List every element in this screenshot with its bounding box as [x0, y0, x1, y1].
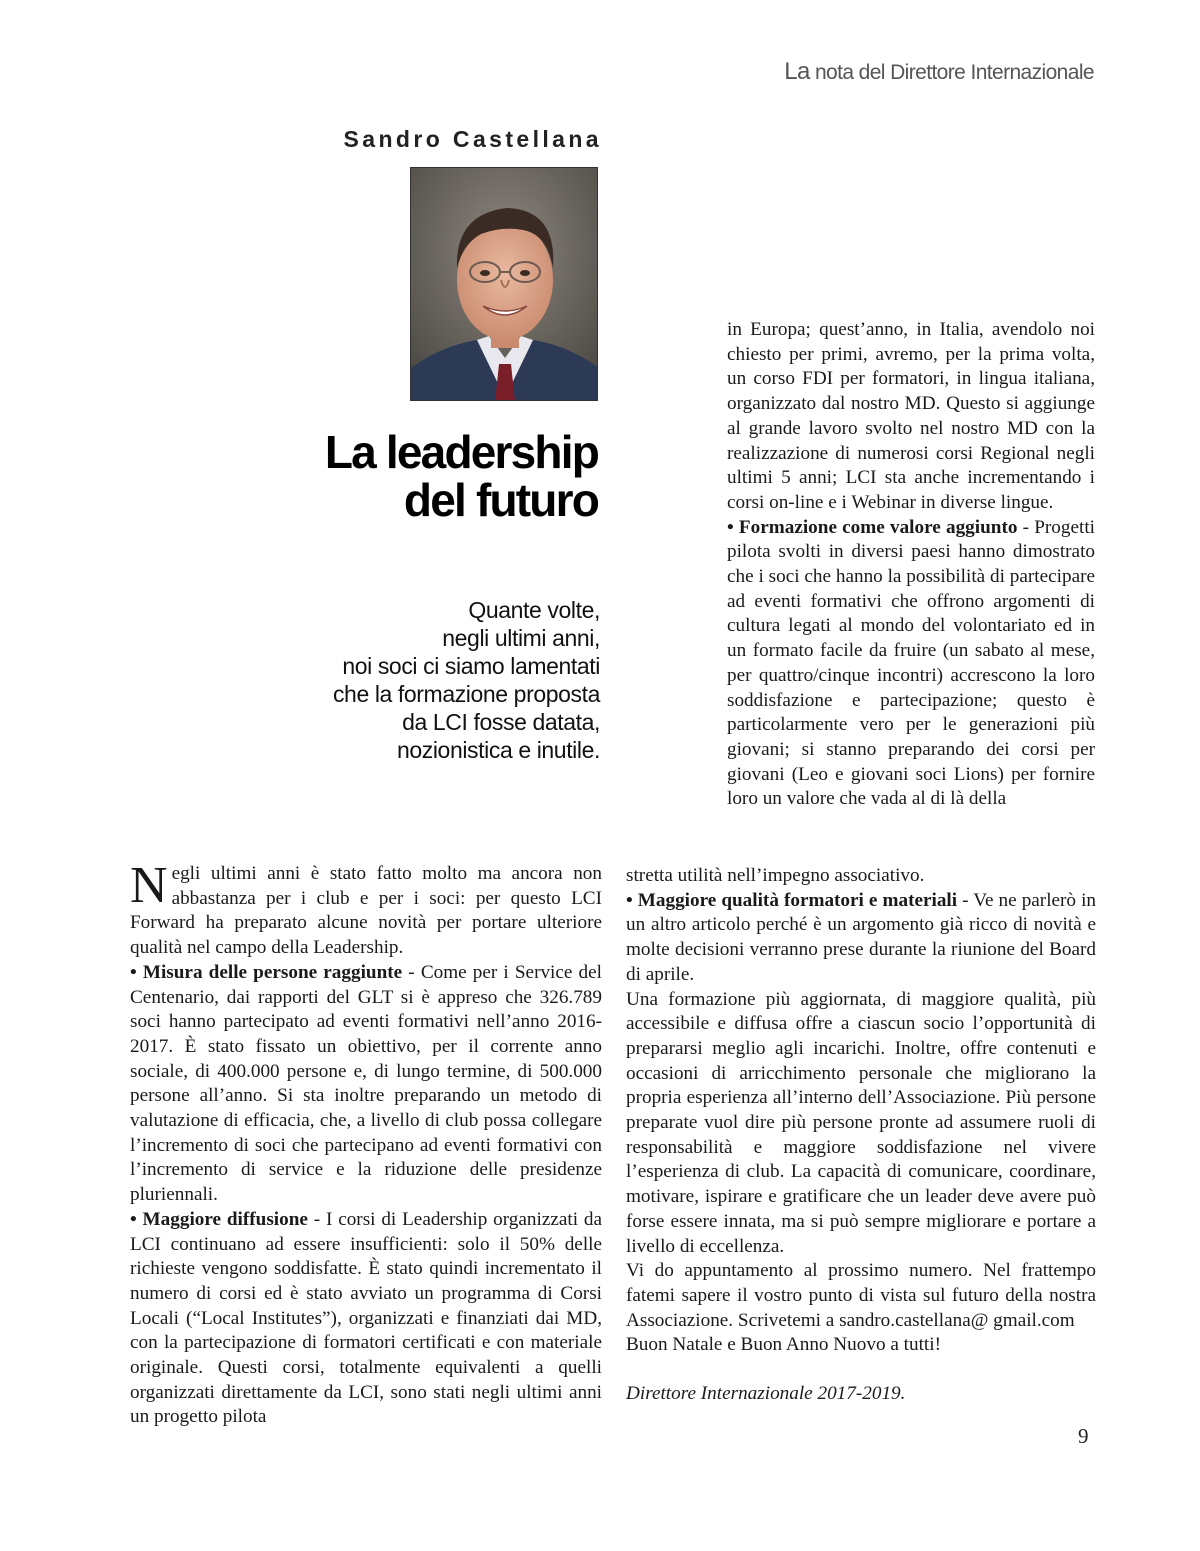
bullet-quality-text: - Ve ne parlerò in un altro articolo perché è un argomento già ricco di novità e molte decisioni verranno prese durante la riunione del Board di aprile.: [626, 889, 1096, 985]
bullet-quality: [626, 889, 1096, 988]
author-name: Sandro Castellana: [343, 126, 602, 152]
body-column-left: [130, 857, 603, 1430]
bullet-diffusion: [130, 1208, 602, 1430]
bullet-quality-title: • Maggiore qualità formatori e materiali: [626, 889, 958, 911]
drop-cap: N: [130, 857, 168, 914]
standfirst-line: da LCI fosse datata,: [402, 709, 600, 735]
body-paragraph: Vi do appuntamento al prossimo numero. Nel frattempo fatemi sapere il vostro punto di vista sul futuro della nostra Associazione. Scrivetemi a sandro.castellana@ gmail.com: [626, 1260, 1096, 1331]
bullet-diffusion-text: - I corsi di Leadership organizzati da LCI continuano ad essere insufficienti: solo il 50% delle richieste vengono soddisfatte. È stato quindi incrementato il numero di corsi ed è stato avviato un programma di Corsi Locali (“Local Institutes”), organizzati e finanziati dai MD, con la partecipazione di formatori certificati e con materiale originale. Questi corsi, totalmente equivalenti a quelli organizzati direttamente da LCI, sono stati negli ultimi anni un progetto pilota: [130, 1208, 602, 1428]
signature: Direttore Internazionale 2017-2019.: [626, 1383, 906, 1405]
headline-line-1: La leadership: [324, 426, 598, 478]
standfirst-line: negli ultimi anni,: [442, 625, 600, 651]
standfirst: [240, 596, 600, 764]
bullet-reach-title: • Misura delle persone raggiunte: [130, 961, 403, 983]
bullet-added-value-text: - Progetti pilota svolti in diversi paesi hanno dimostrato che i soci che hanno la possibilità di partecipare ad eventi formativi che offrono argomenti di cultura legati al mondo del volontariato ed in un formato facile da fruire (un sabato al mese, per quattro/cinque incontri) accrescono la loro soddisfazione e partecipazione; questo è particolarmente vero per le generazioni più giovani; si stanno preparando dei corsi per giovani (Leo e giovani soci Lions) per fornire loro un valore che vada al di là della: [727, 516, 1095, 810]
body-paragraph: Una formazione più aggiornata, di maggiore qualità, più accessibile e diffusa offre a ciascun socio l’opportunità di prepararsi meglio agli incarichi. Inoltre, offre contenuti e occasioni di arricchimento personale che migliorano la propria esperienza all’interno dell’Associazione. Più persone preparate vuol dire più persone pronte ad assumere ruoli di responsabilità e maggiore soddisfazione nel vivere l’esperienza di club. La capacità di comunicare, coordinare, motivare, ispirare e gratificare che un leader deve avere può forse essere innata, ma si può sempre migliorare e portare a livello di eccellenza.: [626, 988, 1096, 1257]
running-header-text: nota del Direttore Internazionale: [809, 61, 1094, 84]
standfirst-line: Quante volte,: [468, 597, 600, 623]
running-header: [784, 58, 1094, 86]
author-portrait: [410, 167, 598, 401]
closing-greeting: Buon Natale e Buon Anno Nuovo a tutti!: [626, 1334, 941, 1356]
bullet-reach-text: - Come per i Service del Centenario, dai rapporti del GLT si è appreso che 326.789 soci hanno partecipato ad eventi formativi nell’anno 2016-2017. È stato fissato un obiettivo, per il corrente anno sociale, di 400.000 persone e, di lungo termine, di 500.000 persone all’anno. Si sta inoltre preparando un metodo di valutazione di efficacia, che, a livello di club possa collegare l’incremento di soci che partecipano ad eventi formativi con l’incremento di service e la riduzione delle presidenze pluriennali.: [130, 961, 603, 1206]
running-header-initial: La: [784, 58, 810, 85]
portrait-illustration: [411, 168, 598, 401]
standfirst-line: che la formazione proposta: [332, 681, 600, 707]
bullet-diffusion-continued: in Europa; quest’anno, in Italia, avendolo noi chiesto per primi, avremo, per la prima volta, un corso FDI per formatori, in lingua italiana, organizzato dal nostro MD. Questo si aggiunge al grande lavoro svolto nel nostro MD con la realizzazione di numerosi corsi Regional negli ultimi 5 anni; LCI sta anche incrementando i corsi on-line e i Webinar in diverse lingue.: [727, 319, 1095, 513]
intro-paragraph: [130, 857, 602, 961]
bullet-reach: [130, 961, 602, 1208]
bullet-added-value-title: • Formazione come valore aggiunto: [727, 516, 1018, 538]
body-column-right-bottom: [626, 864, 1096, 1407]
bullet-diffusion-title: • Maggiore diffusione: [130, 1208, 308, 1230]
intro-text: egli ultimi anni è stato fatto molto ma ancora non abbastanza per i club e per i soci: per questo LCI Forward ha preparato alcune novità per portare ulteriore qualità nel campo della Leadership.: [130, 863, 602, 959]
bullet-added-value-continued: stretta utilità nell’impegno associativo.: [626, 865, 925, 886]
body-column-right-top: [727, 318, 1095, 812]
page-number: 9: [1078, 1424, 1089, 1448]
standfirst-line: nozionistica e inutile.: [396, 737, 600, 763]
headline: [180, 428, 598, 524]
bullet-added-value: [727, 516, 1095, 812]
headline-line-2: del futuro: [403, 474, 598, 526]
standfirst-line: noi soci ci siamo lamentati: [342, 653, 600, 679]
